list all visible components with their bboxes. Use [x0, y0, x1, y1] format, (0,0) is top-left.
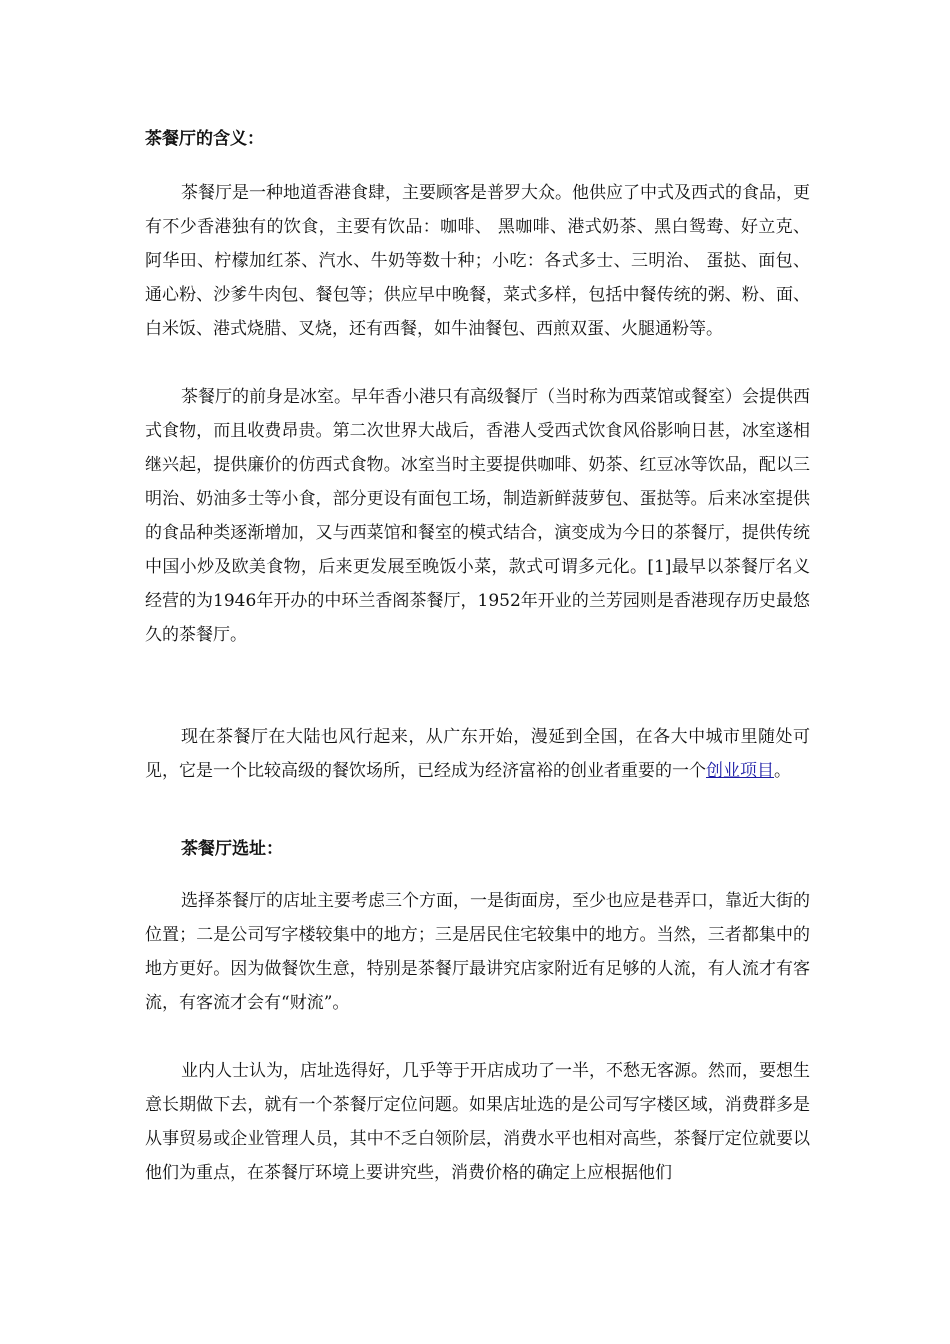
paragraph-history: 茶餐厅的前身是冰室。早年香小港只有高级餐厅（当时称为西菜馆或餐室）会提供西式食物，而且收费昂贵。第二次世界大战后，香港人受西式饮食风俗影响日甚，冰室遂相继兴起，提供廉价的仿西式食物。冰室当时主要提供咖啡、奶茶、红豆冰等饮品，配以三明治、奶油多士等小食，部分更设有面包工场，制造新鲜菠萝包、蛋挞等。后来冰室提供的食品种类逐渐增加，又与西菜馆和餐室的模式结合，演变成为今日的茶餐厅，提供传统中国小炒及欧美食物，后来更发展至晚饭小菜，款式可谓多元化。[1]最早以茶餐厅名义经营的为1946年开办的中环兰香阁茶餐厅，1952年开业的兰芳园则是香港现存历史最悠久的茶餐厅。 — [145, 387, 810, 645]
paragraph-positioning: 业内人士认为，店址选得好，几乎等于开店成功了一半，不愁无客源。然而，要想生意长期做下去，就有一个茶餐厅定位问题。如果店址选的是公司写字楼区域，消费群多是从事贸易或企业管理人员，其中不乏白领阶层，消费水平也相对高些，茶餐厅定位就要以他们为重点，在茶餐厅环境上要讲究些，消费价格的确定上应根据他们 — [145, 1061, 810, 1183]
heading-location: 茶餐厅选址： — [181, 839, 283, 859]
paragraph-site-selection: 选择茶餐厅的店址主要考虑三个方面，一是街面房，至少也应是巷弄口，靠近大街的位置；二是公司写字楼较集中的地方；三是居民住宅较集中的地方。当然，三者都集中的地方更好。因为做餐饮生意，特别是茶餐厅最讲究店家附近有足够的人流，有人流才有客流，有客流才会有“财流”。 — [145, 891, 810, 1013]
paragraph-mainland — [145, 720, 810, 788]
paragraph-mainland-end: 。 — [774, 761, 791, 781]
paragraph-mainland-text: 现在茶餐厅在大陆也风行起来，从广东开始，漫延到全国，在各大中城市里随处可见，它是一个比较高级的餐饮场所，已经成为经济富裕的创业者重要的一个 — [145, 727, 810, 781]
heading-meaning: 茶餐厅的含义： — [145, 129, 264, 149]
paragraph-intro: 茶餐厅是一种地道香港食肆，主要顾客是普罗大众。他供应了中式及西式的食品，更有不少香港独有的饮食，主要有饮品：咖啡、 黑咖啡、港式奶茶、黑白鸳鸯、好立克、阿华田、柠檬加红茶、汽水、牛奶等数十种；小吃：各式多士、三明治、 蛋挞、面包、通心粉、沙爹牛肉包、餐包等；供应早中晚餐，菜式多样，包括中餐传统的粥、粉、面、白米饭、港式烧腊、叉烧，还有西餐，如牛油餐包、西煎双蛋、火腿通粉等。 — [145, 183, 810, 339]
startup-project-link[interactable]: 创业项目 — [706, 761, 774, 781]
